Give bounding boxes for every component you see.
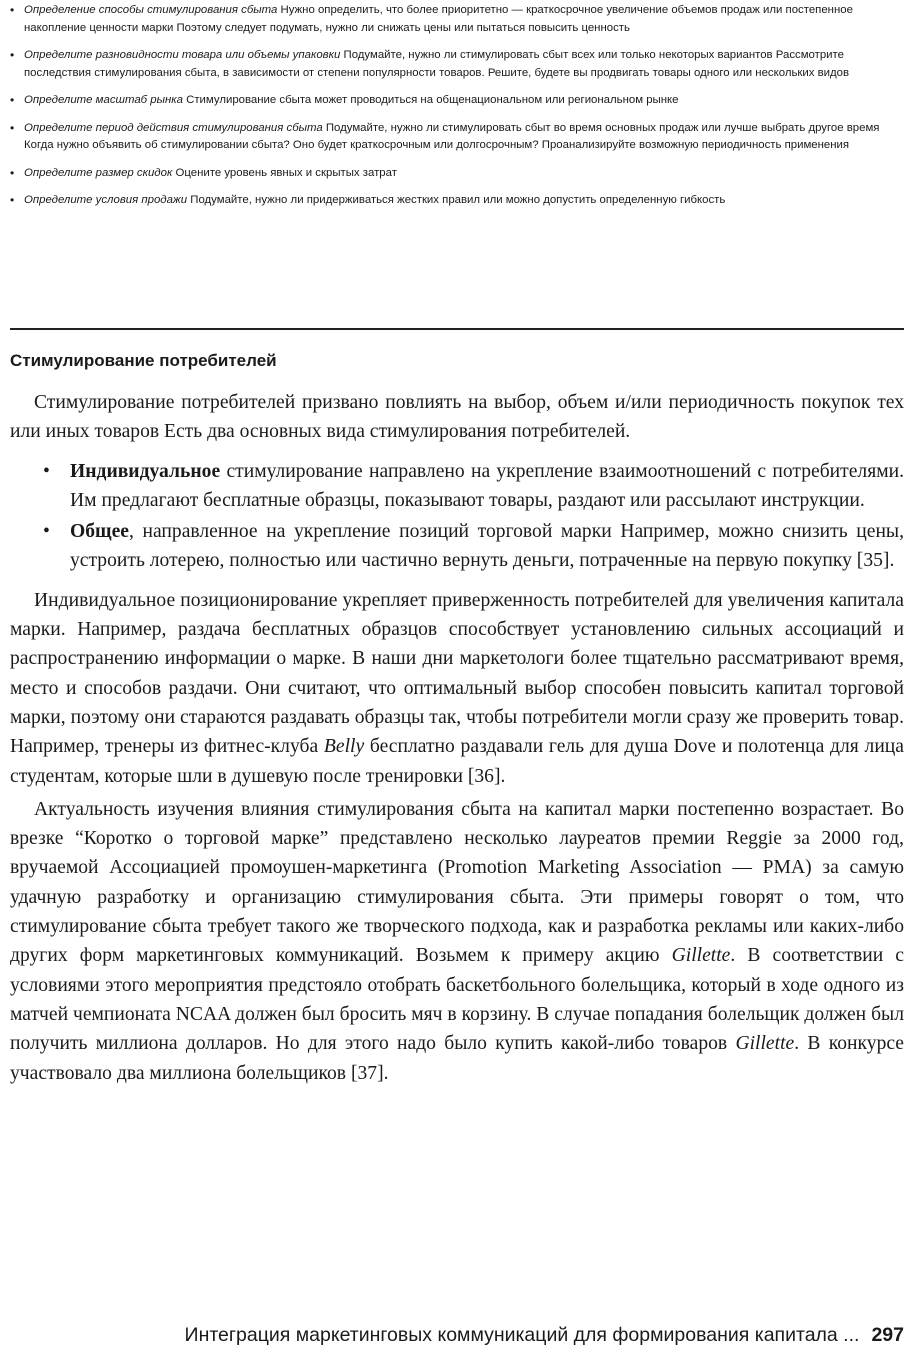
running-title: Интеграция маркетинговых коммуникаций для формирования капитала ... — [184, 1324, 860, 1346]
checklist-item-text: Подумайте, нужно ли стимулировать сбыт всех или только некоторых вариантов Рассмотрите последствия стимулирования сбыта, в зависимости от степени популярности товаров. Решите, будете вы продвигать товары одного или нескольких видов — [24, 49, 850, 79]
consumer-promotion-types-list — [10, 457, 904, 576]
intro-paragraph: Стимулирование потребителей призвано повлиять на выбор, объем и/или периодичность покупок тех или иных товаров Есть два основных вида стимулирования потребителей. — [10, 392, 904, 443]
promotion-type-term: Общее — [70, 521, 129, 543]
box-bottom-rule — [10, 328, 904, 330]
checklist-item — [10, 120, 900, 155]
promotion-type-text: стимулирование направлено на укрепление взаимоотношений с потребителями. Им предлагают бесплатные образцы, показывают товары, раздают или рассылают инструкции. — [70, 460, 904, 511]
checklist-item — [10, 192, 900, 210]
brand-name: Gillette — [735, 1033, 795, 1055]
checklist-item-text: Подумайте, нужно ли придерживаться жестких правил или можно допустить определенную гибкость — [190, 194, 726, 206]
checklist-item-text: Подумайте, нужно ли стимулировать сбыт во время основных продаж или лучше выбрать другое время Когда нужно объявить об стимулировании сбыта? Оно будет краткосрочным или долгосрочным? Проанализируйте возможную периодичность применения — [24, 121, 880, 151]
sales-promotion-checklist — [10, 2, 900, 220]
checklist-item-lead: Определите размер скидок — [24, 166, 173, 179]
paragraph-individual-positioning — [10, 586, 904, 791]
checklist-item-lead: Определение способы стимулирования сбыта — [24, 4, 278, 16]
paragraph-text: . В конкурсе участвовало два миллиона болельщиков [37]. — [10, 1033, 904, 1084]
paragraph-promotion-relevance — [10, 795, 904, 1088]
checklist-item — [10, 165, 900, 183]
checklist-item-lead: Определите масштаб рынка — [24, 94, 183, 106]
checklist-item — [10, 92, 900, 110]
checklist-item-text: Стимулирование сбыта может проводиться на общенациональном или региональном рынке — [186, 94, 679, 106]
checklist-item — [10, 47, 900, 82]
list-item — [10, 457, 904, 516]
brand-name: Belly — [323, 736, 365, 758]
brand-name: Gillette — [671, 945, 731, 967]
section-heading: Стимулирование потребителей — [10, 351, 277, 370]
promotion-type-term: Индивидуальное — [70, 460, 221, 482]
checklist-item-text: Оцените уровень явных и скрытых затрат — [175, 166, 397, 179]
paragraph-text: Индивидуальное позиционирование укрепляет приверженность потребителей для увеличения капитала марки. Например, раздача бесплатных образцов способствует установлению сильных ассоциаций и распространению информации о марке. В наши дни маркетологи более тщательно рассматривают время, место и способов раздачи. Они считают, что оптимальный выбор способен повысить капитал торговой марки, поэтому они стараются раздавать образцы так, чтобы потребители могли сразу же проверить товар. Например, тренеры из фитнес-клуба — [10, 589, 904, 758]
list-item — [10, 517, 904, 576]
paragraph-text: Актуальность изучения влияния стимулирования сбыта на капитал марки постепенно возрастает. Во врезке “Коротко о торговой марке” представлено несколько лауреатов премии Reggie за 2000 год, вручаемой Ассоциацией промоушен-маркетинга (Promotion Marketing Association — PMA) за самую удачную разработку и организацию стимулирования сбыта. Эти примеры говорят о том, что стимулирование сбыта требует такого же творческого подхода, как и разработка рекламы или каких-либо других форм маркетинговых коммуникаций. Возьмем к примеру акцию — [10, 798, 904, 967]
body-text — [10, 388, 904, 1092]
paragraph-text: бесплатно раздавали гель для душа Dove и полотенца для лица студентам, которые шли в душевую после тренировки [36]. — [10, 736, 904, 787]
promotion-type-text: , направленное на укрепление позиций торговой марки Например, можно снизить цены, устроить лотерею, полностью или частично вернуть деньги, потраченные на первую покупку [35]. — [70, 521, 904, 572]
checklist-item-lead: Определите разновидности товара или объемы упаковки — [24, 49, 341, 61]
checklist-item — [10, 2, 900, 37]
page-number: 297 — [871, 1324, 904, 1346]
checklist-item-lead: Определите условия продажи — [24, 194, 188, 206]
page-footer — [10, 1322, 904, 1348]
checklist-item-text: Нужно определить, что более приоритетно — краткосрочное увеличение объемов продаж или постепенное накопление ценности марки Поэтому следует подумать, нужно ли снижать цены или пытаться повысить ценность — [24, 4, 853, 34]
paragraph-text: . В соответствии с условиями этого мероприятия предстояло отобрать баскетбольного болельщика, который в ходе одного из матчей чемпионата NCAA должен был бросить мяч в корзину. В случае попадания болельщик должен был получить миллиона долларов. Но для этого надо было купить какой-либо товаров — [10, 945, 904, 1055]
checklist-item-lead: Определите период действия стимулирования сбыта — [24, 121, 323, 134]
